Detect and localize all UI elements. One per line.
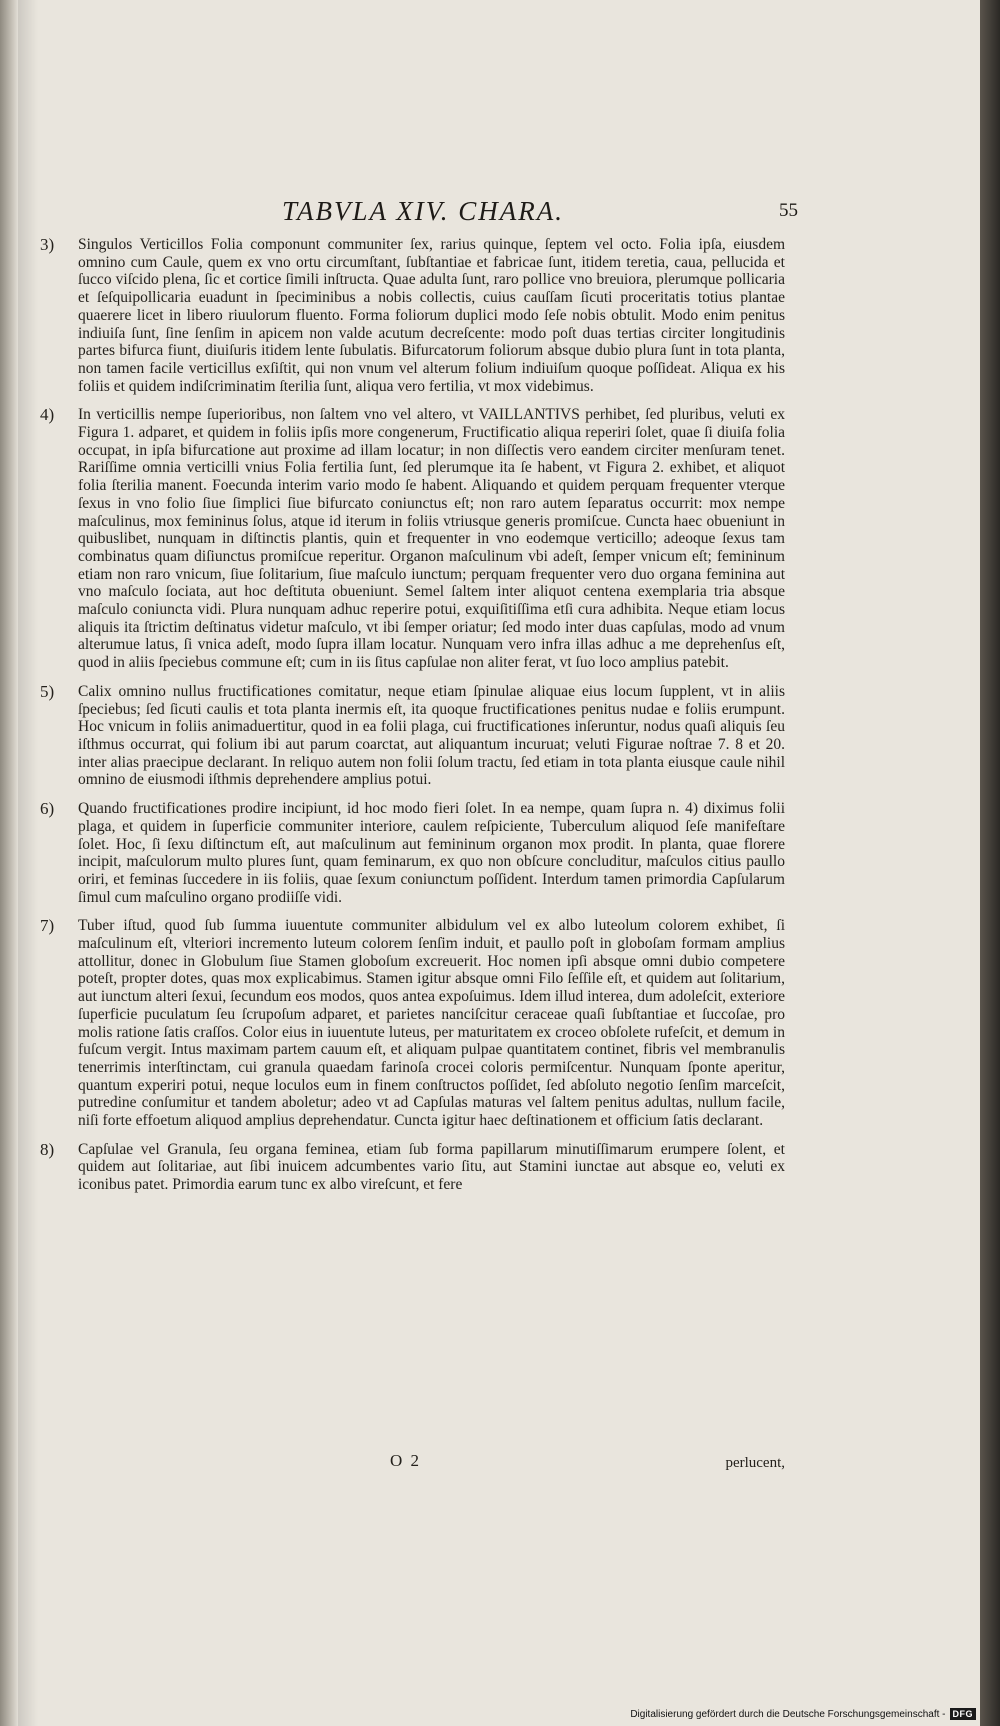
page-header [60, 196, 798, 230]
paragraph-7 [40, 917, 785, 1129]
paragraph-text: In verticillis nempe ſuperioribus, non ſaltem vno vel altero, vt VAILLANTIVS perhibet, ſed pluribus, veluti ex Figura 1. adparet, et quidem in foliis ipſis more congenerum, Fructificatio aliqua reperiri ſolet, quae ſi diuiſa folia occupat, in ipſa bifurcatione aut proxime ad illam locatur; in non diſſectis vero eandem circiter menſuram tenet. Rariſſime omnia verticilli vnius Folia fertilia ſunt, ſed plerumque ita ſe habent, vt Figura 2. exhibet, et aliquot folia ſterilia manent. Foecunda interim vario modo ſe habent. Aliquando et quidem perquam frequenter vterque ſexus in vno folio ſiue ſimplici ſiue bifurcato coniunctus eſt; non raro autem ſeparatus occurrit: mox nempe maſculinus, mox femininus ſolus, atque id iterum in foliis vtriusque generis promiſcue. Cuncta haec obueniunt in quibuslibet, nunquam in diſtinctis plantis, quin et frequenter in vno eodemque verticillo; adeoque ſexus tam combinatus quam diſiunctus promiſcue reperitur. Organon maſculinum vbi adeſt, ſemper vnicum eſt; femininum etiam non raro vnicum, ſiue ſolitarium, ſiue maſculo iunctum; perquam frequenter vero duo organa feminina aut vno maſculo ſociata, aut hoc deſtituta obueniunt. Semel ſaltem inter aliquot centena exemplaria tria absque maſculo coniuncta vidi. Plura nunquam adhuc reperire potui, exquiſitiſſima etſi cura adhibita. Neque etiam locus aliquis ita ſtrictim deſtinatus videtur maſculo, vt ibi ſemper oriatur; ſed modo inter duas capſulas, modo ad vnum alterumue latus, ſi vnica adeſt, modo ſupra illam locatur. Nunquam vero infra illas adhuc a me deprehenſus eſt, quod in aliis ſpeciebus commune eſt; cum in iis ſitus capſulae non aliter ferat, vt ſuo loco amplius patebit. [78, 406, 785, 672]
paragraph-number: 6) [40, 799, 55, 819]
paragraph-text: Singulos Verticillos Folia componunt communiter ſex, rarius quinque, ſeptem vel octo. Folia ipſa, eiusdem omnino cum Caule, quem ex vno ortu circumſtant, ſubſtantiae et fabricae ſunt, itidem teretia, caua, pellucida et ſucco viſcido plena, ſic et cortice ſimili inſtructa. Quae adulta ſunt, raro pollice vno breuiora, plerumque pollicaria et ſeſquipollicaria euadunt in ſpeciminibus a nobis collectis, cuius cauſſam ſicuti proceritatis totius plantae quaerere licet in libero riuulorum fluento. Forma foliorum duplici modo ſeſe nobis obtulit. Modo enim penitus indiuiſa ſunt, ſine ſenſim in apicem non valde acutum decreſcente: modo poſt duas tertias circiter longitudinis partes bifurca fiunt, diuiſuris itidem lente ſubulatis. Bifurcatorum foliorum absque dubio plura ſunt in tota planta, non tamen facile verticillus exſiſtit, qui non vnum vel alterum folium indiuiſum quoque poſſideat. Aliqua ex his foliis et quidem indiſcriminatim ſterilia ſunt, aliqua vero fertilia, vt mox videbimus. [78, 236, 785, 395]
page-number: 55 [779, 200, 798, 221]
paragraph-text: Tuber iſtud, quod ſub ſumma iuuentute communiter albidulum vel ex albo luteolum colorem exhibet, ſi maſculinum eſt, vlteriori incremento luteum colorem ſenſim induit, et paullo poſt in globoſam formam amplius attollitur, donec in Globulum ſiue Stamen globoſum excreuerit. Hoc nomen ipſi absque omni dubio competere poteſt, propter dotes, quas mox explicabimus. Stamen igitur absque omni Filo ſeſſile eſt, et quidem aut ſolitarium, aut iunctum alteri ſexui, ſecundum eos modos, quos antea expoſuimus. Idem illud interea, dum adoleſcit, exteriore ſuperficie puculatum ſeu ſcrupoſum adparet, et parietes nanciſcitur ceraceae quaſi ſubſtantiae et ſuccoſae, pro molis ratione ſatis craſſos. Color eius in iuuentute luteus, per maturitatem ex croceo obſolete rufeſcit, et demum in fuſcum vergit. Intus maximam partem cauum eſt, et aliquam pulpae quantitatem continet, fibris vel membranulis tenerrimis interſtinctam, cui granula quaedam farinoſa crocei coloris permiſcentur. Nunquam ſponte aperitur, quantum experiri potui, neque loculos eum in finem conſtructos poſſidet, ſed abſoluto negotio ſenſim marceſcit, putredine conſumitur et tandem aboletur; adeo vt ad Capſulas maturas vel ſaltem penitus adultas, nullum facile, niſi forte effoetum aliquod amplius deprehendatur. Cuncta igitur haec deſtinationem et officium ſatis declarant. [78, 917, 785, 1130]
signature-mark: O 2 [390, 1451, 422, 1470]
previous-page-edge [0, 0, 18, 1726]
attribution-text: Digitalisierung gefördert durch die Deutsche Forschungsgemeinschaft - [630, 1708, 946, 1720]
paragraph-text: Quando fructificationes prodire incipiunt, id hoc modo fieri ſolet. In ea nempe, quam ſupra n. 4) diximus folii plaga, et quidem in ſuperficie communiter interiore, caulem reſpiciente, Tuberculum aliquod ſeſe manifeſtare ſolet. Hoc, ſi ſexu diſtinctum eſt, aut maſculinum aut femininum organon mox prodit. In planta, quae florere incipit, maſculorum multo plures ſunt, quam feminarum, ex quo non obſcure concluditur, maſculos citius paullo oriri, et feminas ſuccedere in iis foliis, quae ſexum coniunctum poſſident. Interdum tamen primordia Capſularum ſimul cum maſculino organo prodiiſſe vidi. [78, 800, 785, 906]
paragraph-text: Capſulae vel Granula, ſeu organa feminea, etiam ſub forma papillarum minutiſſimarum erumpere ſolent, et quidem aut ſolitariae, aut ſibi inuicem adcumbentes vario ſitu, aut Stamini iunctae aut absque eo, veluti ex iconibus patet. Primordia earum tunc ex albo vireſcunt, et fere [78, 1140, 785, 1194]
paragraph-number: 3) [40, 235, 55, 254]
running-title: TABVLA XIV. CHARA. [282, 196, 564, 226]
paragraph-6 [40, 800, 785, 906]
page-footer [40, 1451, 785, 1473]
paragraph-number: 7) [40, 916, 55, 936]
attribution-bar [630, 1708, 976, 1720]
paragraph-number: 4) [40, 405, 55, 425]
gutter-shadow [18, 0, 38, 1726]
paragraph-text: Calix omnino nullus fructificationes comitatur, neque etiam ſpinulae aliquae eius locum ſupplent, vt in aliis ſpeciebus; ſed ſicuti caulis et tota planta inermis eſt, ita quoque fructificationes penitus nudae e foliis erumpunt. Hoc vnicum in foliis animaduertitur, quod in ea folii plaga, cui fructificationes inſeruntur, nodus quaſi aliquis ſeu iſthmus occurrat, qui folium ibi aut parum coarctat, aut aliquantum incuruat; veluti Figurae noſtrae 7. 8 et 20. inter alias praecipue declarant. In reliquo autem non folii ſolum tractu, ſed etiam in tota planta eiusque caule nihil omnino de eiusmodi iſthmis deprehendere amplius potui. [78, 682, 785, 789]
paragraph-number: 8) [40, 1139, 55, 1159]
paragraph-8 [40, 1141, 785, 1194]
paragraph-3 [40, 236, 785, 395]
text-body [40, 236, 785, 1205]
paragraph-5 [40, 683, 785, 789]
book-edge [980, 0, 1000, 1726]
catchword: perlucent, [725, 1455, 785, 1471]
paragraph-number: 5) [40, 681, 55, 701]
dfg-logo-icon: DFG [950, 1708, 977, 1720]
paragraph-4 [40, 406, 785, 672]
